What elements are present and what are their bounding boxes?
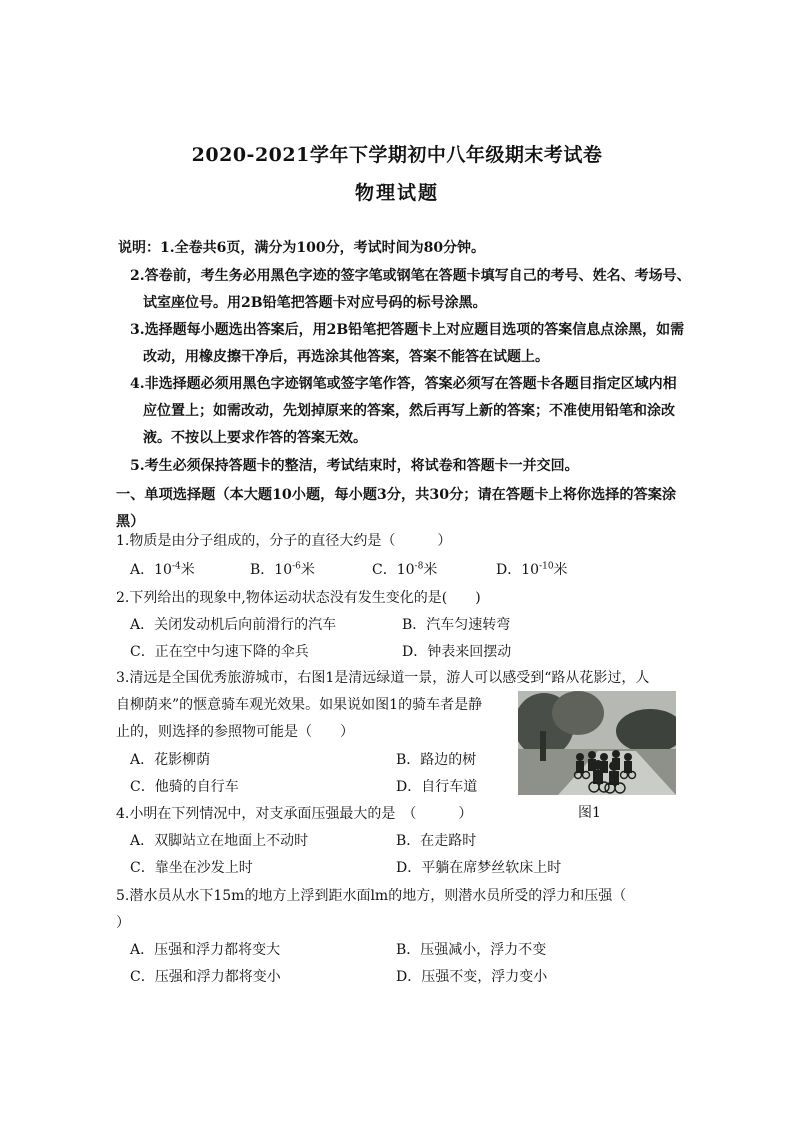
q1-stem: 1.物质是由分子组成的，分子的直径大约是（ ） [116, 533, 452, 549]
q2-option-b: B．汽车匀速转弯 [402, 617, 511, 633]
q3-stem-2: 自柳荫来”的惬意骑车观光效果。如果说如图1的骑车者是静 [116, 697, 483, 713]
q1-option-a: A．$10^{-4}$米 [130, 561, 195, 578]
q4-option-b: B．在走路时 [396, 833, 477, 849]
q5-option-c: C．压强和浮力都将变小 [130, 969, 281, 985]
q4-option-d: D．平躺在席梦丝软床上时 [396, 860, 562, 876]
instruction-4a: 4.非选择题必须用黑色字迹钢笔或签字笔作答，答案必须写在答题卡各题目指定区域内相 [130, 376, 677, 392]
instruction-4b: 应位置上；如需改动，先划掉原来的答案，然后再写上新的答案；不准使用铅笔和涂改 [143, 403, 675, 419]
instruction-3b: 改动，用橡皮擦干净后，再选涂其他答案，答案不能答在试题上。 [143, 349, 549, 365]
q2-stem: 2.下列给出的现象中,物体运动状态没有发生变化的是( ) [116, 590, 481, 606]
q2-option-a: A．关闭发动机后向前滑行的汽车 [130, 617, 337, 633]
instruction-3a: 3.选择题每小题选出答案后，用2B铅笔把答题卡上对应题目选项的答案信息点涂黑，如需 [130, 322, 685, 338]
q5-option-b: B．压强减小，浮力不变 [396, 942, 547, 958]
q1-option-d: D．$10^{-10}$米 [496, 561, 568, 578]
q5-stem-2: ） [116, 915, 130, 931]
q3-option-b: B．路边的树 [396, 752, 477, 768]
instruction-2b: 试室座位号。用2B铅笔把答题卡对应号码的标号涂黑。 [143, 295, 487, 311]
q2-option-d: D．钟表来回摆动 [402, 644, 512, 660]
q3-option-d: D．自行车道 [396, 779, 478, 795]
q1-option-b: B．$10^{-6}$米 [250, 561, 315, 578]
q3-stem-3: 止的，则选择的参照物可能是（ ） [116, 724, 354, 740]
q4-option-c: C．靠坐在沙发上时 [130, 860, 253, 876]
q5-option-a: A．压强和浮力都将变大 [130, 942, 281, 958]
section-heading: 一、单项选择题（本大题10小题，每小题3分，共30分；请在答题卡上将你选择的答案涂黑） [116, 487, 677, 530]
q5-stem-1: 5.潜水员从水下15m的地方上浮到距水面lm的地方，则潜水员所受的浮力和压强（ [116, 888, 627, 904]
q2-option-c: C．正在空中匀速下降的伞兵 [130, 644, 309, 660]
figure-1-caption: 图1 [578, 805, 601, 821]
figure-1-photo [518, 691, 676, 795]
instruction-2a: 2.答卷前，考生务必用黑色字迹的签字笔或钢笔在答题卡填写自己的考号、姓名、考场号、 [130, 268, 691, 284]
exam-subtitle: 物理试题 [354, 182, 439, 204]
q3-option-c: C．他骑的自行车 [130, 779, 239, 795]
q4-stem: 4.小明在下列情况中，对支承面压强最大的是 （ ） [116, 806, 473, 822]
instruction-5: 5.考生必须保持答题卡的整洁，考试结束时，将试卷和答题卡一并交回。 [130, 458, 579, 474]
q3-option-a: A．花影柳荫 [130, 752, 211, 768]
cyclists-scene-image [518, 691, 676, 795]
q4-option-a: A．双脚站立在地面上不动时 [130, 833, 309, 849]
q5-option-d: D．压强不变，浮力变小 [396, 969, 548, 985]
q3-stem-1: 3.清远是全国优秀旅游城市，右图1是清远绿道一景，游人可以感受到“路从花影过，人 [116, 670, 650, 686]
instruction-4c: 液。不按以上要求作答的答案无效。 [143, 430, 367, 446]
q1-option-c: C．$10^{-8}$米 [372, 561, 438, 578]
exam-title: 2020-2021学年下学期初中八年级期末考试卷 [191, 144, 603, 166]
instruction-1: 说明：1.全卷共6页，满分为100分，考试时间为80分钟。 [118, 240, 486, 256]
